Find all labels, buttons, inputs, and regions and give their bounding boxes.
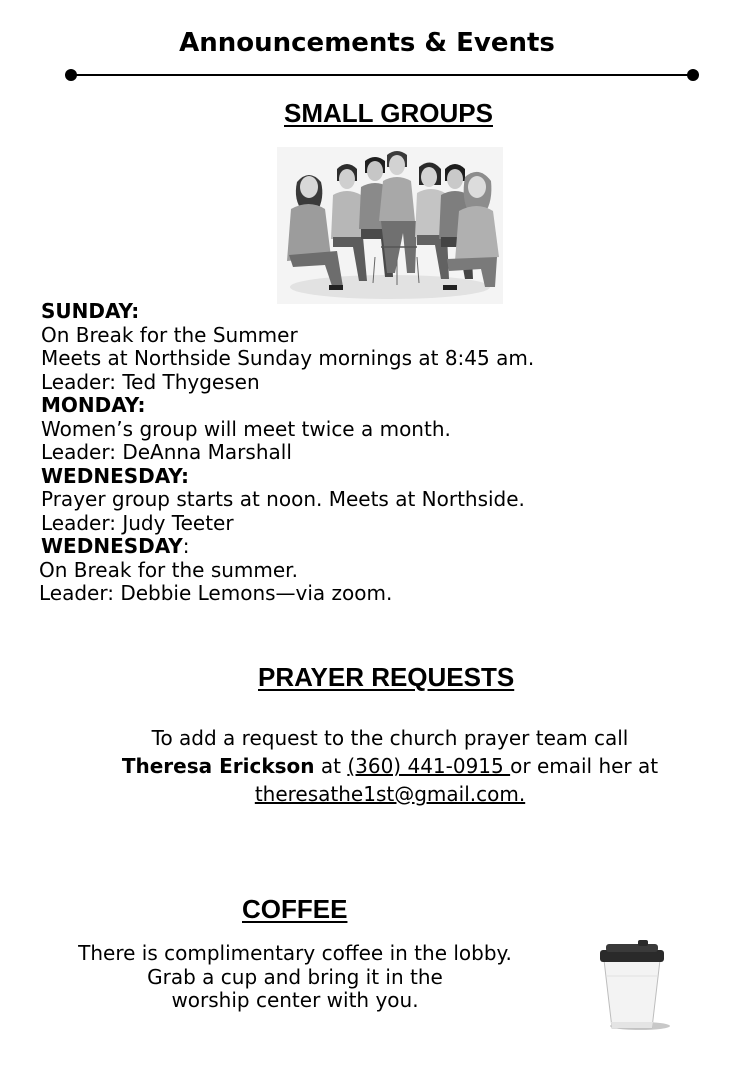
coffee-line-3: worship center with you.	[171, 988, 419, 1012]
prayer-requests-heading: PRAYER REQUESTS	[258, 662, 515, 692]
small-groups-heading: SMALL GROUPS	[284, 98, 493, 128]
email-link[interactable]: theresathe1st@gmail.com.	[254, 782, 526, 806]
wednesday-label-2: WEDNESDAY	[41, 534, 183, 558]
group-discussion-illustration	[277, 147, 503, 304]
at-text: at	[314, 754, 348, 778]
title-rule-dot-right	[687, 69, 699, 81]
coffee-text	[40, 942, 550, 1013]
page-title: Announcements & Events	[179, 28, 555, 58]
phone-link[interactable]: (360) 441-0915	[347, 754, 511, 778]
monday-line-2: Leader: DeAnna Marshall	[41, 440, 292, 464]
prayer-requests-text	[60, 724, 720, 808]
sunday-line-3: Leader: Ted Thygesen	[41, 369, 260, 394]
coffee-cup-icon	[592, 936, 672, 1032]
or-email-text: or email her at	[510, 754, 659, 778]
contact-name: Theresa Erickson	[121, 754, 315, 778]
wednesday-1-line-2: Leader: Judy Teeter	[41, 510, 234, 535]
coffee-line-1: There is complimentary coffee in the lobby.	[78, 941, 512, 965]
wednesday-1-line-1: Prayer group starts at noon. Meets at Northside.	[41, 487, 525, 511]
prayer-line-2	[60, 752, 720, 780]
title-rule	[70, 74, 693, 76]
wednesday-label-2-colon: :	[182, 534, 190, 558]
monday-label: MONDAY:	[41, 393, 146, 417]
prayer-line-1: To add a request to the church prayer team call	[151, 726, 629, 750]
sunday-line-1: On Break for the Summer	[41, 322, 298, 347]
coffee-line-2: Grab a cup and bring it in the	[147, 964, 443, 989]
wednesday-label-1: WEDNESDAY:	[41, 463, 190, 488]
coffee-heading: COFFEE	[242, 894, 348, 924]
prayer-line-3	[60, 780, 720, 808]
wednesday-2-line-2: Leader: Debbie Lemons—via zoom.	[39, 581, 393, 605]
sunday-line-2: Meets at Northside Sunday mornings at 8:45 am.	[41, 346, 535, 370]
sunday-label: SUNDAY:	[41, 299, 140, 323]
wednesday-2-line-1: On Break for the summer.	[39, 557, 298, 582]
wednesday-label-2-row	[41, 535, 721, 559]
monday-line-1: Women’s group will meet twice a month.	[41, 416, 451, 441]
small-groups-schedule	[41, 300, 721, 606]
